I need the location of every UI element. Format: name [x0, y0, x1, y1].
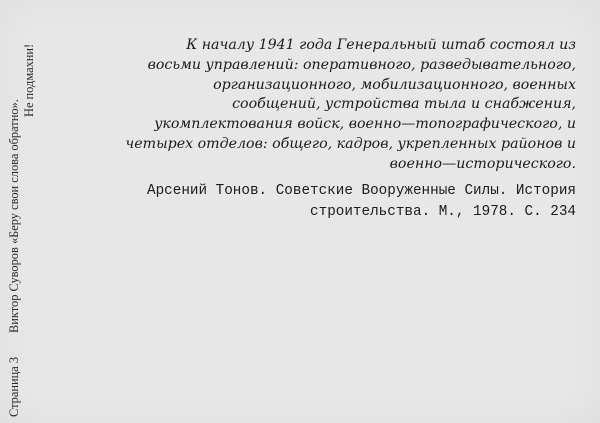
running-header-line-1: [7, 7, 22, 417]
quote-line: восьми управлений: оперативного, разведывательного,: [147, 56, 576, 73]
running-header: [4, 7, 46, 417]
page-number: Страница 3: [7, 356, 21, 417]
epigraph-source: [106, 181, 576, 222]
quote-line: четырех отделов: общего, кадров, укрепленных районов и: [125, 135, 576, 152]
chapter-subtitle: Не подмахни!: [22, 43, 36, 117]
source-line: Арсений Тонов. Советские Вооруженные Силы. История: [147, 183, 576, 199]
epigraph-quote: [106, 36, 576, 175]
quote-line: К началу 1941 года Генеральный штаб состоял из: [186, 37, 576, 53]
quote-line: организационного, мобилизационного, военных: [213, 76, 576, 93]
quote-line: сообщений, устройства тыла и снабжения,: [232, 96, 576, 113]
source-line: строительства. М., 1978. С. 234: [310, 203, 576, 220]
quote-line: укомплектования войск, военно—топографического, и: [154, 116, 576, 133]
author-and-title: Виктор Суворов «Беру свои слова обратно».: [7, 99, 21, 333]
quote-line: военно—исторического.: [389, 155, 576, 172]
